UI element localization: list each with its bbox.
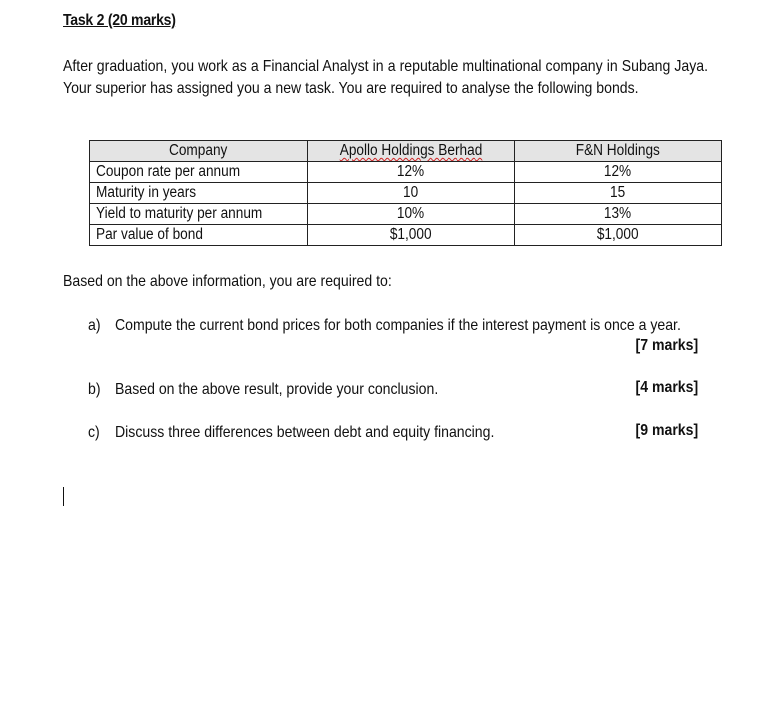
apollo-value: 10: [308, 183, 515, 204]
fn-value: 12%: [515, 162, 722, 183]
question-letter: b): [88, 381, 101, 398]
question-c-marks: [9 marks]: [635, 422, 698, 439]
table-row: [90, 162, 722, 183]
bond-table: [89, 140, 722, 246]
header-company: Company: [90, 141, 308, 162]
question-letter: a): [88, 317, 101, 334]
row-label: Par value of bond: [90, 225, 308, 246]
apollo-value: 12%: [308, 162, 515, 183]
text-cursor[interactable]: [63, 487, 64, 506]
row-label: Coupon rate per annum: [90, 162, 308, 183]
question-b-marks: [4 marks]: [635, 379, 698, 396]
question-letter: c): [88, 424, 100, 441]
intro-paragraph: After graduation, you work as a Financial Analyst in a reputable multinational company in Subang Jaya. Your superior has assigned you a new task. You are required to analyse the following bonds.: [63, 58, 709, 97]
question-text: Compute the current bond prices for both companies if the interest payment is once a year.: [115, 317, 681, 334]
row-label: Yield to maturity per annum: [90, 204, 308, 225]
question-a-marks: [7 marks]: [635, 337, 698, 354]
lead-in-text: Based on the above information, you are required to:: [63, 273, 392, 290]
table-row: [90, 204, 722, 225]
table-row: [90, 183, 722, 204]
question-text: Based on the above result, provide your conclusion.: [115, 381, 439, 398]
task-title: Task 2 (20 marks): [63, 12, 176, 29]
fn-value: 15: [515, 183, 722, 204]
fn-value: 13%: [515, 204, 722, 225]
apollo-value: $1,000: [308, 225, 515, 246]
question-text: Discuss three differences between debt and equity financing.: [115, 424, 495, 441]
fn-value: $1,000: [515, 225, 722, 246]
header-apollo: Apollo Holdings Berhad: [308, 141, 515, 162]
table-row: [90, 225, 722, 246]
table-header-row: [90, 141, 722, 162]
apollo-value: 10%: [308, 204, 515, 225]
header-fn: F&N Holdings: [515, 141, 722, 162]
row-label: Maturity in years: [90, 183, 308, 204]
